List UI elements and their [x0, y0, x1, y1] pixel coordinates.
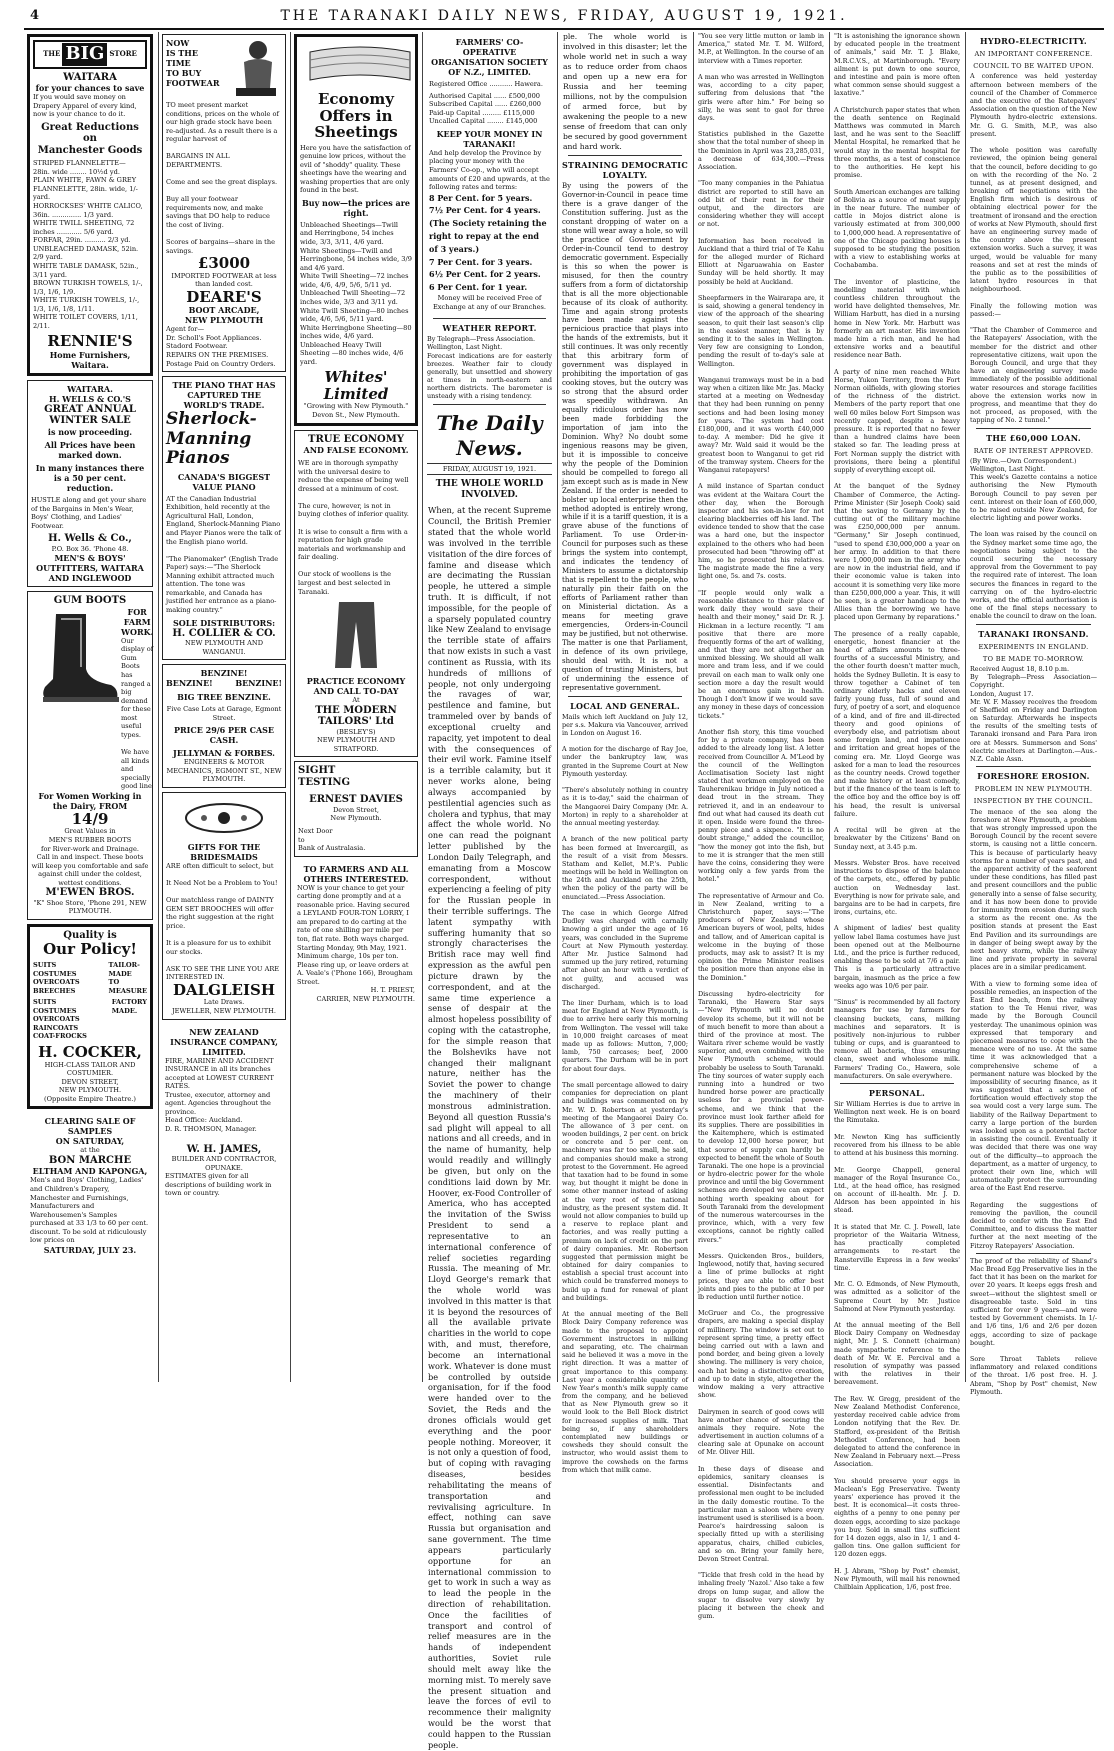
gum-stock: Great Values in MEN'S RUBBER BOOTS for River-work and Drainage. Call in and inspect. These boots will keep you comfortable and safe against chill under the coldest, wettest conditions. [31, 827, 149, 887]
leyland-h: TO FARMERS AND ALL OTHERS INTERESTED. [303, 863, 409, 884]
column-8 [965, 32, 1101, 1396]
wells-proceeding: is now proceeding. [47, 426, 133, 437]
mewen-name: M'EWEN BROS. [45, 887, 135, 899]
whites-buy: Buy now—the prices are right. [301, 197, 411, 218]
piano-name-2: Manning [166, 428, 252, 449]
whites-t2: Offers in [319, 106, 393, 125]
wells-hustle: HUSTLE along and get your share of the Bargains in Men's Wear, Boys' Clothing, and Ladies' Footwear. [31, 495, 147, 530]
ad-gum-boots [27, 591, 153, 920]
local-text: Mails which left Auckland on July 12, per s.s. Makura via Vancouver, arrived in London on August 16. A motion for the discharge of Ray Joe, under the bankruptcy law, was granted in the Supreme Court at New Plymouth yesterday. "There's absolutely nothing in country as it is to-day," said the chairman of the Mangaorei Dairy Company (Mr. A. Morton) in reply to a shareholder at the annual meeting yesterday. A branch of the new political party has been formed at Invercargill, as the result of a visit from Messrs. Statham and Kellet, M.P.'s. Public meetings will be held in Wellington on the 24th and Auckland on the 25th, when the policy of the party will be enunciated.—Press Association. The case in which George Alfred Dudley was charged with carnally knowing a girl under the age of 16 years, was concluded in the Supreme Court at New Plymouth yesterday. After Mr. Justice Salmond had summed up the jury retired, returning after about an hour with a verdict of not guilty, and accused was discharged. The liner Durham, which is to load meat for England at New Plymouth, is due to arrive here early this morning from Wellington. The vessel will take in 10,000 freight carcases of meat made up as follows: Mutton, 7,000; lamb, 750 carcases; beef, 2000 quarters. The Durham will be in port for about four days. The small percentage allowed to dairy companies for depreciation on plant and buildings was commented on by Mr. W. D. Robertson at yesterday's meeting of the Mangaorei Dairy Co. The allowance of 3 per cent. on wooden buildings, 2 per cent. on brick or concrete and 5 per cent. on machinery was far too small, he said, and companies should make a strong protest to the Government. He agreed that taxation had to be found in some way, but thought it might be done in some other manner instead of asking at the very root of the national industry, as the present system did. It would not allow companies to build up a reserve to replace plant and factories, and was really putting a premium on lack of credit on the part of dairy companies. Mr. Robertson suggested that permission might be obtained for dairy companies to establish a special trust account into which could be transferred moneys to build up a fund for renewal of plant and buildings. At the annual meeting of the Bell Block Dairy Company reference was made to the proposal to appoint Government instructors in milking and separating, etc. The chairman said he believed it was a move in the right direction. It was a matter of great importance to this company. Last year a considerable quantity of New Year's month's milk supply came from the company, and he believed that as New Plymouth grew so it would look to the Bell Block district for increased supplies of milk. That being so, if any shareholders contemplated new buildings or cowsheds they should consult the instructor, who would assist them to improve the cowsheds on the farms from which that milk came. [562, 712, 688, 1474]
ad-big-store [27, 34, 153, 376]
big-store-goods: Manchester Goods [37, 144, 143, 156]
bon-clear: CLEARING SALE OF SAMPLES [44, 1116, 136, 1137]
trousers-illustration [329, 600, 384, 670]
gum-sub: FOR FARM WORK. [121, 606, 154, 637]
james-body: ESTIMATES given for all descriptions of building work in town or country. [165, 1172, 272, 1198]
cocker-addr: HIGH-CLASS TAILOR AND COSTUMIER. DEVON STREET, NEW PLYMOUTH. (Opposite Empire Theatre.) [44, 1060, 136, 1103]
ad-leyland [294, 861, 418, 1007]
farmers-h: FARMERS' CO-OPERATIVE ORGANISATION SOCIETY OF N.Z., LIMITED. [431, 37, 548, 77]
big-store-list: STRIPED FLANNELETTE— 28in. wide ........ 10½d yd. PLAIN WHITE, FAWN & GREY FLANNELETTE, 28in. wide, 1/- yard. HORROCKSES' WHITE CALICO, 36in. .............. 1/3 yard. WHITE TWILL SHEETING, 72 inches ............ 5/6 yard. FORFAR, 29in. .......... 2/3 yd. UNBLEACHED DAMASK, 52in. 2/9 yard. WHITE TABLE DAMASK, 52in., 3/11 yard. BROWN TURKISH TOWELS, 1/-, 1/3, 1/6, 1/9. WHITE TURKISH TOWELS, 1/-, 1/3, 1/6, 1/8, 1/11. WHITE TOILET COVERS, 1/11, 2/11. [33, 159, 143, 330]
piano-name-1: Sherlock- [166, 409, 257, 430]
column-1 [24, 32, 156, 1382]
ad-dalgleish [162, 792, 286, 1020]
modern-tailors-sub: (BESLEY'S) NEW PLYMOUTH AND STRATFORD. [317, 727, 395, 753]
cocker-right1: TAILOR- MADE TO MEASURE [108, 960, 147, 995]
straining-heading: STRAINING DEMOCRATIC LOYALTY. [561, 160, 689, 181]
deare-name: DEARE'S [186, 287, 262, 306]
piano-sole: SOLE DISTRIBUTORS: [172, 617, 276, 628]
big-store-intro: If you would save money on Drapery Apparel of every kind, now is your chance to do it. [33, 93, 137, 119]
divider [976, 428, 1091, 429]
ironsand-text: Received August 18, 8.10 p.m. By Telegraph—Press Association—Copyright. London, August 17. Mr. W. F. Massey receives the freedom of Sheffield on Friday and Darlington on Saturday. Afterwards he inspects the results of the smelting tests of Taranaki ironsand and Para Para iron ore at Messrs. Summerson and Sons' electric smelters at Darlington.—Aus.-N.Z. Cable Assn. [970, 664, 1097, 764]
wells-prices: All Prices have been marked down. [44, 439, 136, 460]
deare-town: NEW PLYMOUTH [184, 315, 264, 326]
ironsand-heading: TARANAKI IRONSAND. [978, 628, 1089, 639]
erosion-text: The menace of the sea along the foreshore at New Plymouth, a problem that was strongly impressed upon the Borough Council by the recent severe storm, is causing not a little concern. This is because of particularly heavy storms for a number of years past, and the apparent activity of the seaforent under these conditions, has filled past and present councillors and the public generally into a sense of false security, and it has now been done to provide for immunity from erosion during such a storm as the recent one. As the position stands at present the East End Pavilion and its surroundings are in danger of being swept away by the next heavy storm, while the railway line and private property in several places are in a similar predicament. With a view to forming some idea of possible remedies, an inspection of the East End beach, from the railway station to the Te Henui river, was made by the Borough Council yesterday. The unanimous opinion was expressed that temporary and piecemeal measures to cope with the menace were of no use. At the same time it was acknowledged that a comprehensive scheme of a permanent nature was blocked by the impossibility of securing finance, as it was suggested that a scheme of fortification would effectively stop the sea would cost a very large sum. The liability of the Railway Department to carry a large portion of the burden was looked upon as a potential factor in assisting the council. Eventually it was decided that there was one way out of the difficulty—to approach the department, as a matter of urgency, to protect their own line, which will automatically protect the surrounding area of the East End reserve. Regarding the suggestions of removing the pavilion, the council decided to confer with the East End Committee, and to discuss the matter further at the next meeting of the Fitzroy Ratepayers' Association. [970, 807, 1097, 1250]
cocker-left1: SUITS COSTUMES OVERCOATS BREECHES [33, 960, 80, 995]
bon-body: Men's and Boys' Clothing, Ladies' and Children's Drapery, Manchester and Furnishings, Manufacturers and Warehousemen's Samples purchased at 33 1/3 to 60 per cent. discount. To be sold at ridiculously low prices on [30, 1176, 149, 1245]
benzine-1: BENZINE! [200, 668, 248, 679]
james-trade: BUILDER AND CONTRACTOR, OPUNAKE. [171, 1155, 277, 1172]
leader-text: When, at the recent Supreme Council, the British Premier stated that the whole world was involved in the terrible visitation of the dire forces of famine and disease which are decimating the Russian people, he uttered a simple truth. It is difficult, if not impossible, for the people of a sparsely populated country like New Zealand to envisage the terrible state of affairs that now exists in such a vast continent as Russia, with its hundreds of millions of people, not only undergoing the ravages of war, pestilence and famine, but trammeled over by bands of exceptional cruelty and rapacity, yet impotent to deal with the consequences of their evil work. Famine itself is a terrible calamity, but it never works alone, being always accompanied by pestilential agencies such as cholera and typhus, that may affect the whole world. No one can read the poignant letter published by the London Daily Telegraph, and emanating from a Moscow correspondent, without experiencing a feeling of pity for the Russian people in their terrible sufferings. The latent sympathy with suffering humanity that so strongly characterises the British race may well find expression as the awful pen picture drawn by the correspondent, and at the same time experience a sense of despair at the almost hopeless possibility of coping with the catastrophe, for the simple reason that the Bolsheviks have not changed their malignant nature, neither has the Soviet the power to change the machinery of their monstrous administration. Beyond all question Russia's sad plight will appeal to all nations and all creeds, and in the name of humanity, help would readily and willingly be given, but only on the conditions laid down by Mr. Hoover, ex-Food Controller of America, who has accepted the invitation of the Swiss President to send a representative to an international conference of relief societies regarding Russia. The meaning of Mr. Lloyd George's remark that the whole world was involved in this matter is that it is beyond the resources of all the available private charities in the world to cope with, and must, therefore, become an international work. Whatever is done must be controlled by outside organisation, for if the food were handed over to the Soviet, the Reds and the drones officials would get everything and the poor people nothing. Moreover, it is not only a question of food, but of coping with ravaging diseases, besides rehabilitating the means of transportation and revivalising agriculture. In effect, nothing can save Russia but organisation and sane government. The time appears particularly opportune for an international commission to get to work in such a way as to lead the people in the direction of rehabilitation. Once the facilities of transport and control of relief measures are in the hands of independent authorities, Soviet rule should melt away like the morning mist. To merely save the present situation and leave the forces of evil to recommence their malignity would be the worst that could happen to the Russian people. [428, 505, 551, 1750]
straining-text: By using the powers of the Governor-in-Council in peace time there is a grave danger of the Constitution suffering. Just as the constant dropping of water on a stone will wear away a hole, so will the practice of Government by Order-in-Council tend to destroy democratic government. Especially is this so when the power is misused, for then the country suffers from a form of dictatorship that is all the more objectionable because of its cloak of authority. Time and again strong protests have been made against the pernicious practice that plays into the hands of the extremists, but it still continues. It was only recently that this arbitrary form of government was displayed in prohibiting the importation of gas cooking stoves, but the outcry was so strong that the absurd order was speedily withdrawn. An equally ridiculous order has now been made forbidding the importation of jam into the Dominion. Why? No doubt some ingenious reasons may be given, but it is impossible to conceive why the people of the Dominion should be compelled to forego all jam except such as is made in New Zealand. If the order is needed to bolster up local enterprise then the method adopted is entirely wrong, while if it is a tariff question, it is a grave abuse of the functions of Parliament. To use Order-in-Council for purposes such as these brings the system into contempt, and indicates the tendency of Ministers to assume a dictatorship that is repellent to the people, who naturally pin their faith on the efforts of Parliament rather than on Ministerial dictation. As a means for meeting grave emergencies, Orders-in-Council may be justified, but not otherwise. The matter is one that Parliament, in defence of its own privilege, should deal with. It is not a question of trusting Ministers, but of undermining the essence of representative government. [562, 182, 688, 692]
piano-body: AT the Canadian Industrial Exhibition, held recently at the Agricultural Hall, London, England, Sherlock-Manning Piano and Player Pianos were the talk of the English piano world. "The Pianomaker" (English Trade Paper) says:—"The Sherlock Manning exhibit attracted much attention. The tone was remarkable, and Canada has justified her entrance as a piano-making country." [166, 494, 281, 615]
gum-body: Our display of Gum Boots has ranged a big demand for these most useful types. We have all kinds and specially good line [121, 636, 154, 791]
whites-t3: Sheetings [314, 123, 398, 141]
davies-t1: SIGHT [298, 765, 336, 777]
collier-town: NEW PLYMOUTH AND WANGANUI. [185, 639, 263, 656]
deare-imported: IMPORTED FOOTWEAR at less than landed cost. [171, 271, 277, 289]
benzine-2: BENZINE! [166, 678, 213, 689]
rennies-foot: Home Furnishers, Waitara. [49, 349, 131, 370]
james-name: W. H. JAMES, [186, 1143, 262, 1155]
deare-l5: FOOTWEAR [166, 78, 220, 88]
big-store-store: STORE [109, 48, 137, 58]
ironsand-sub2: TO BE MADE TO-MORROW. [982, 654, 1085, 663]
dalgleish-addr: JEWELLER, NEW PLYMOUTH. [172, 1006, 276, 1015]
general-news: "It is astonishing the ignorance shown by educated people in the treatment of animals," said Mr. T. J. Blake, M.R.C.V.S., at Martinborough. "Every ailment is put down to one source, and intestine and pain is more often what common sense should suggest a laxative." A Christchurch paper states that when the death sentence on Reginald Matthews was commuted in March last, and he was sent to the Seacliff Mental Hospital, he remarked that he would stay in the mental hospital for three months, as a test of conscience to the authorities. He kept his promise. South American exchanges are talking of Bolivia as a source of meat supply in the near future. The number of cattle in Mojos district alone is variously estimated at from 300,000 to 1,000,000 head. A representative of one of the Chicago packing houses is supposed to be studying the position with a view to establishing works at Cochabamba. The inventor of plasticine, the modelling material with which countless children throughout the world have delighted themselves, Mr. William Harbutt, has died in a nursing home in New York. Mr. Harbutt was formerly an art master. His invention made him a rich man, and he had extensive works and a beautiful residence near Bath. A party of nine men reached White Horse, Yukon Territory, from the Fort Norman oilfields, with glowing stories of the richness of the district. Members of the party report that one well 60 miles below Fort Simpson was recently capped, despite a heavy pressure. It is reported that no fewer than a hundred claims have been staked so far. The leading press at Fort Norman supply the district with provisions, there being a plentiful supply of everything except oil. At the banquet of the Sydney Chamber of Commerce, the Acting-Prime Minister (Sir Joseph Cook) said that the saving to Germany by the cutting out of the military machine was £250,000,000 per annum. "Germany," Sir Joseph continued, "used to spend £30,000,000 a year on her army. In addition to that there were 1,000,000 men in the army who are now in the industrial field, and if their economic value is taken into account it is something very like more than £250,000,000 a year. This, it will be seen, is a greater handicap to the Allies than the borrowing we have placed upon Germany by reparations." The presence of a really capable, energetic, honest financier at the head of affairs amounts to three-fourths of a successful Ministry, and the other fourth doesn't matter much, holds the Sydney Bulletin. It is easy to throw together a Cabinet of ten ordinary elderly hacks and eleven fairly young fuss, full of sound and fury, of poetry of a sort, and eloquence of a kind, and of fire and ill-directed theory and good opinions of everybody else, and patriotism about some foreign land, and impatience and irritation and great hopes of the coming era. Mr. Lloyd George was asked for a man to lead the resources as the country needs. Crowd together and make history or at least comedy, but if the finance of the team is left to the office boy and the office boy is off his head, the result is universal failure. A recital will be given at the breakwater by the Citizens' Band on Sunday next, at 3.45 p.m. Messrs. Webster Bros. have received instructions to dispose of the balance of the carpets, etc., offered by public auction on Wednesday last. Everything is now for private sale, and bargains are to be had in carpets, fire irons, curtains, etc. A shipment of ladies' best quality yellow label llama costumes have just been opened out at the Melbourne Ltd., and the price is further reduced, enabling these to be sold at 7/6 a pair. This is a particularly attractive bargain, inasmuch as the price a few weeks ago was 10/6 per pair. "Sinus" is recommended by all factory managers for use by farmers for cleansing buckets, cans, milking machines and separators. It is positively non-injurious to rubber tubing or cups, and is guaranteed to remove all bacteria, thus ensuring clean, sweet and wholesome milk. Farmers' Trading Co., Hawera, sole manufacturers. On sale everywhere. [834, 32, 960, 1080]
erosion-heading: FORESHORE EROSION. [977, 771, 1090, 782]
ad-benzine [162, 664, 286, 788]
deare-shop: BOOT ARCADE, [188, 305, 260, 316]
hydro-sub2: COUNCIL TO BE WAITED UPON. [973, 62, 1094, 71]
ad-ernest-davies [294, 761, 418, 856]
wells-instances: In many instances there is a 50 per cent. reduction. [35, 462, 145, 493]
farmers-capital: Authorised Capital ...... £500,000 Subscribed Capital ...... £260,000 Paid-up Capital ......... £115,000 Uncalled Capital ........ £145,000 [429, 91, 541, 126]
column-7 [829, 32, 964, 1592]
ad-true-economy [294, 430, 418, 758]
wells-firm: H. WELLS & CO.'S [49, 393, 131, 404]
brooch-illustration [179, 798, 269, 838]
hydro-text: A conference was held yesterday afternoon between members of the council of the Chamber of Commerce and the executive of the Ratepayers' Association on the question of the New Plymouth hydro-electric extensions. Mr. G. G. Smith, M.P., was also present. The whole position was carefully reviewed, the opinion being general that the council, before deciding to go on with the recording of the No. 2 tunnel, as at present designed, and breaking off negotiations with the English firm which is desirous of obtaining electrical power for the treatment of ironsand and the erection of works at New Plymouth, should first have an engineering survey made of the country above the present extension works. Such a survey, it was urged, would be valuable for many reasons and set at rest the minds of the public as to the possibilities of latent hydro resources in that neighbourhood. Finally the following motion was passed:— "That the Chamber of Commerce and the Ratepayers' Association, with the member for the district and other representative citizens, wait upon the Borough Council, and urge that they have an engineering survey made immediately of the possible additional water resources and storage facilities above the extension works now in progress, and meantime that they do not proceed, as proposed, with the tapping of No. 2 tunnel." [970, 72, 1098, 425]
sheeting-illustration [300, 42, 420, 87]
erosion-sub: PROBLEM IN NEW PLYMOUTH. [974, 785, 1093, 794]
wells-sale1: GREAT ANNUAL [44, 403, 136, 415]
economy-practice: PRACTICE ECONOMY AND CALL TO-DAY [306, 676, 406, 697]
deare-l2: IS THE [166, 48, 198, 58]
farmers-body: And help develop the Province by placing your money with the Farmers' Co-op., who will accept amounts of £20 and upwards, at the following rates and terms: [429, 148, 550, 192]
wells-sale2: WINTER SALE [49, 415, 131, 427]
bon-date: SATURDAY, JULY 23. [43, 1244, 137, 1255]
whites-addr: Devon St., New Plymouth. [312, 411, 400, 419]
deare-agent: Agent for— Dr. Scholl's Foot Appliances. Stadord Footwear. REPAIRS ON THE PREMISES. Postage Paid on Country Orders. [166, 325, 276, 368]
farmers-rates: 8 Per Cent. for 5 years. 7½ Per Cent. for 4 years. (The Society retaining the right to repay at the end of 3 years.) 7 Per Cent. for 3 years. 6½ Per Cent. for 2 years. 6 Per Cent. for 1 year. [429, 192, 547, 293]
column-2 [158, 32, 289, 1382]
loan-sub: RATE OF INTEREST APPROVED. [973, 446, 1094, 455]
cocker-q1: Quality is [63, 929, 117, 941]
deare-l4: TO BUY [166, 68, 202, 78]
bon-on: ON SATURDAY, [55, 1136, 125, 1147]
big-store-tagline: for your chances to save [35, 83, 145, 93]
gum-boot-illustration [31, 609, 121, 704]
bon-name: BON MARCHE [48, 1154, 132, 1166]
divider [976, 1253, 1091, 1254]
gum-price: 14/9 [71, 809, 109, 828]
whites-list: Unbleached Sheetings—Twill and Herringbone, 54 inches wide, 3/3, 3/11, 4/6 yard. White Sheetings—Twill and Herringbone, 54 inches wide, 3/9 and 4/6 yard. White Twill Sheeting—72 inches wide, 4/6, 4/9, 5/6, 5/11 yd. Unbleached Twill Sheeting—72 inches wide, 3/3 and 3/11 yd. White Twill Sheeting—80 inches wide, 4/6, 5/6, 5/11 yard. White Herringbone Sheeting—80 inches wide, 4/6 yard. Unbleached Heavy Twill Sheeting —80 inches wide, 4/6 yard. [300, 220, 412, 366]
economy-body: WE are in thorough sympathy with the universal desire to reduce the expense of being well dressed at a minimum of cost. The cure, however, is not in buying clothes of inferior quality. It is wise to consult a firm with a reputation for high grade materials and workmanship and fair dealing. Our stock of woollens is the largest and best selected in Taranaki. [298, 459, 409, 596]
leader-continued: ple. The whole world is involved in this disaster; let the whole world net in such a way as to reduce order from chaos and open up a new era for Russia and her teeming millions, not by the compulsion of armed force, but by awakening the people to a new sense of freedom that can only be secured by good government and hard work. [563, 32, 687, 152]
local-heading: LOCAL AND GENERAL. [570, 700, 680, 711]
rennies-name: RENNIE'S [47, 332, 133, 351]
column-4 [422, 32, 556, 1750]
whites-body: Here you have the satisfaction of genuine low prices, without the evil of "shoddy" quality. These sheetings have the wearing and washing properties that are only found in the best. [300, 143, 411, 195]
personal-text: Sir William Herries is due to arrive in Wellington next week. He is on board the Rimutaka. Mr. Newton King has sufficiently recovered from his illness to be able to attend at his business this morning. Mr. George Chappell, general manager of the Royal Insurance Co., Ltd., at the head office, has resigned on account of ill-health. Mr. J. D. Aldrson has been appointed in his stead. It is stated that Mr. C. J. Powell, late proprietor of the Waitaria Witness, has practically completed arrangements to re-start the Ransterville Express in a few weeks' time. Mr. C. O. Edmonds, of New Plymouth, was admitted as a solicitor of the Supreme Court by Mr. Justice Salmond at New Plymouth yesterday. At the annual meeting of the Bell Block Dairy Company on Wednesday night, Mr. J. S. Connett (chairman) made sympathetic reference to the death of Mr. W. E. Percival and a resolution of sympathy was passed with the relatives in their bereavement. The Rev. W. Gregg, president of the New Zealand Methodist Conference, yesterday received cable advice from London notifying that the Rev. Dr. Stafford, ex-president of the British Methodist Conference, had been delegated to attend the conference in New Zealand in February next.—Press Association. You should preserve your eggs in Maclean's Egg Preservative. Twenty years' experience has proved it the best. It is economical—it costs three-eighths of a penny to one penny per dozen eggs, according to size package you buy. Sold in small tins sufficient for 14 dozen eggs, also in 1/, 1 and 4-gallon tins. One gallon sufficient for 120 dozen eggs. H. J. Abram, "Shop by Post" chemist, New Plymouth, will mail his renowned Chilblain Application, 1/6, post free. [834, 1100, 960, 1592]
benzine-cases: Five Case Lots at Garage, Egmont Street. [166, 705, 282, 722]
leyland-sign: H. T. PRIEST, CARRIER, NEW PLYMOUTH. [316, 986, 415, 1003]
column-5 [557, 32, 692, 1474]
gum-title: GUM BOOTS [53, 595, 127, 607]
deare-body: TO meet present market conditions, prices on the whole of our high grade stock have been re-adjusted. As a result there is a regular harvest of BARGAINS IN ALL DEPARTMENTS. Come and see the great displays. Buy all your footwear requirements now, and make savings that DO help to reduce the cost of living. Scores of bargains—share in the savings. [166, 101, 279, 255]
ad-james [162, 1141, 286, 1201]
piano-name-3: Pianos [166, 448, 230, 469]
dalgleish-late: Late Draws. [203, 998, 245, 1007]
hydro-heading: HYDRO-ELECTRICITY. [980, 36, 1087, 46]
leyland-body: NOW is your chance to get your carting done promptly and at a reasonable price. Having secured a LEYLAND FOUR-TON LORRY, I am prepared to do carting at the rate of one shilling per mile per ton, flat rate. Both ways charged. Starting Monday, 9th May, 1921. Minimum charge, 10s per ton. Please ring up, or leave orders at A. Veale's ('Phone 166), Brougham Street. [297, 883, 413, 986]
wells-town: WAITARA. [67, 383, 113, 394]
ad-nz-insurance [162, 1024, 286, 1137]
jellyman-trade: ENGINEERS & MOTOR MECHANICS, EGMONT ST., NEW PLYMOUTH. [166, 758, 282, 784]
deare-l3: TIME [166, 58, 191, 68]
davies-t2: TESTING [298, 776, 351, 788]
erosion-foot: The proof of the reliability of Shand's Mac Bread Egg Preservative lies in the fact that it has been on the market for over 20 years. It keeps eggs fresh and sweet—without the slightest smell or disagreeable taste. Sold in tins sufficient for over 9 years—and were tested by Government chemists. In 1/- and 1/6 tins, 1/6 and 2/6 per dozen eggs, according to size of package bought. Sore Throat Tablets relieve inflammatory and relaxed conditions of the throat. 1/6 post free. H. J. Abram, "Shop by Post" chemist, New Plymouth. [970, 1256, 1097, 1396]
dalgleish-name: DALGLEISH [172, 980, 275, 999]
bon-towns: ELTHAM AND KAPONGA, [32, 1166, 148, 1177]
shoemaker-illustration [230, 38, 282, 98]
editorial-masthead: The Daily News. [436, 410, 543, 460]
editorial-dateline: FRIDAY, AUGUST 19, 1921. [427, 463, 552, 475]
big-store-the: THE [43, 48, 61, 58]
economy-t2: AND FALSE ECONOMY. [303, 445, 409, 456]
deare-l1: NOW [166, 38, 190, 48]
divider [568, 696, 682, 697]
column-3 [290, 32, 421, 1382]
dalgleish-body: ARE often difficult to select, but It Need Not be a Problem to You! Our matchless range of DAINTY GEM SET BROOCHES will offer the right suggestion at the right price. It is a pleasure for us to exhibit our stocks. ASK TO SEE THE LINE YOU ARE INTERESTED IN. [166, 862, 280, 982]
ad-bon-marche [27, 1113, 153, 1258]
modern-tailors-name: THE MODERN TAILORS' Ltd [315, 704, 397, 728]
wells-box: P.O. Box 36. 'Phone 48. [51, 544, 129, 553]
ad-deare [162, 34, 286, 372]
ironsand-sub: EXPERIMENTS IN ENGLAND. [978, 642, 1089, 651]
wells-name: H. Wells & Co., [48, 533, 132, 545]
benzine-3: BENZINE! [235, 678, 282, 689]
loan-heading: THE £60,000 LOAN. [986, 432, 1081, 443]
nzins-body: FIRE, MARINE AND ACCIDENT INSURANCE in all its branches accepted at LOWEST CURRENT RATES. Trustee, executor, attorney and agent. Agencies throughout the province. Head Office: Auckland. D. R. THOMSON, Manager. [165, 1056, 274, 1134]
ad-farmers-coop [426, 34, 553, 314]
farmers-keep: KEEP YOUR MONEY IN TARANAKI! [436, 128, 543, 149]
divider [840, 1083, 954, 1084]
big-store-town: WAITARA [63, 71, 117, 83]
wells-outfit: MEN'S & BOYS' OUTFITTERS, WAITARA AND INGLEWOOD [36, 553, 144, 584]
davies-next: Next Door to Bank of Australasia. [298, 826, 366, 853]
farmers-foot: Money will be received Free of Exchange at any of our Branches. [432, 294, 546, 311]
cocker-right2: FACTORY MADE. [111, 998, 147, 1015]
benzine-brand: BIG TREE BENZINE. [177, 692, 271, 703]
personal-heading: PERSONAL. [868, 1088, 926, 1098]
cocker-left2: SUITS COSTUMES OVERCOATS RAINCOATS COAT-FROCKS [33, 998, 87, 1041]
nzins-h: NEW ZEALAND INSURANCE COMPANY, LIMITED. [170, 1026, 278, 1057]
piano-sub: CANADA'S BIGGEST VALUE PIANO [177, 471, 271, 492]
ad-wells [27, 380, 153, 587]
dalgleish-h: GIFTS FOR THE BRIDESMAIDS [187, 842, 261, 863]
newspaper-title: THE TARANAKI DAILY NEWS, FRIDAY, AUGUST 19, 1921. [280, 8, 848, 24]
divider [433, 318, 546, 319]
davies-town: New Plymouth. [330, 814, 382, 823]
ad-whites [294, 34, 418, 426]
deare-amount: £3000 [197, 254, 251, 273]
whites-name: Whites' Limited [323, 368, 389, 403]
erosion-sub2: INSPECTION BY THE COUNCIL. [973, 797, 1094, 806]
farmers-office: Registered Office ........... Hawera. [429, 80, 543, 88]
whites-t1: Economy [317, 90, 395, 108]
jellyman-name: JELLYMAN & FORBES. [173, 748, 275, 759]
benzine-price: PRICE 29/6 PER CASE CASH. [173, 725, 275, 746]
weather-text: By Telegraph—Press Association. Wellington, Last Night. Forecast indications are for easterly breezes. Weather fair to cloudy generally, but unsettled and showery at times in north-eastern and northern districts. The barometer is unsteady with a rising tendency. [427, 335, 552, 401]
whites-motto: "Growing with New Plymouth." [303, 402, 409, 411]
loan-text: (By Wire.—Own Correspondent.) Wellington, Last Night. This week's Gazette contains a notice authorising the New Plymouth Borough Council to pay seven per cent. interest on their loan of £60,000, to be raised outside New Zealand, for electric lighting and power works. The loan was raised by the council on the Sydney market some time ago, the negotiations being subject to the council securing the necessary approval from the Government to pay the required rate of interest. The loan secures the finances in regard to the carrying on of the hydro-electric works, and the official authorisation is one of the final steps necessary to enable the council to draw on the loan. [970, 456, 1097, 621]
weather-heading: WEATHER REPORT. [442, 323, 537, 334]
local-continued: "You see very little mutton or lamb in America," stated Mr. T. M. Wilford, M.P., at Wellington. In the course of an interview with a Times reporter. A man who was arrested in Wellington was, according to a city paper, suffering from delusions that "the girls were after him." For being so silly, he was sent to gaol for three days. Statistics published in the Gazette show that the total number of sheep in the Dominion in April was 23,285,031, a decrease of 634,300.—Press Association. "Too many companies in the Pahiatua district are reported to still have an odd bit of their rent in for their output, and the directors are considering whether they will accept or not. Information has been received in Auckland that a third trial of Te Kahu for the alleged murder of Richard Elliott at Ngaruawahia on Easter Sunday will be held shortly. It may possibly be held at Auckland. Sheepfarmers in the Wairarapa are, it is said, showing a general tendency in view of the approach of the shearing season, to quit their last season's clip in the easiest manner, that is by sending it to the sales in Wellington. Very few are consigning to London, pending the result of to-day's sale at Wellington. Wanganui tramways must be in a bad way when a citizen like Mr. Jas. Macky started at a meeting on Wednesday that they had been running on penny sections and had been losing money for years. The system had cost £180,000, and it was worth £40,000 to-day. A member: Did he give it away? Mr. Wald said it would be the greatest boon to Wanganui to get rid of the tramway system. Cheers for the Wanganui ratepayers! A mild instance of Spartan conduct was evident at the Waitara Court the other day, when the Borough inspector and his son-in-law for not clearing blackberries off his land. The evidence tended to show that the case was a hard one, but the inspector explained to the others who had been prosecuted had been "throwing off" at him, so he prosecuted his relatives. The magistrate made the fine a very light one, 5s. and 7s. costs. "If people would only walk a reasonable distance to their place of work daily they would save their health and their money," said Dr. R. J. Hickman in a lecture recently. "I am positive that there are more frequently forms of the art of walking, and that they are not altogether an unmixed blessing. We should all walk more and tram less, and if we could prevail on each man to walk only one section more a day the result would be an enormous gain in health. Though I don't know if we would save any money in these days of concession tickets." Another fish story, this time vouched for by a private company, has been added to the already long list. A letter received from Councillor A. M'Leod by the council of the Wellington Acclimatisation Society last night stated that workmen employed on the Tauherenikau bridge in July noticed a dead trout in the stream. They retrieved it, and in an endeavour to find out what had caused its death cut it open. Inside were found the three-penny piece and a sixpence. "It is no doubt strange," added the councillor, "how the money got into the fish, but to me it is stranger that the men still have the coins, considering they were working only a few yards from the hotel." The representative of Armour and Co. in New Zealand, writing to a Christchurch paper, says:—"The producers of New Zealand whose American buyers of wool, pelts, hides and tallow, and of American capital is welcome in the buying of those products, may ask to assist? It is my opinion the Prime Minister realises the position more than anyone else in the Dominion." Discussing hydro-electricity for Taranaki, the Hawera Star says—"New Plymouth will no doubt develop its scheme, but it will not be of much benefit to more than about a third of the province at most. The Waitara river scheme would be vastly superior, and, even combined with the New Plymouth scheme, would probably be useless to South Taranaki. The tiny sources of water supply each running into a hundred or two hundred horse power are practically useless for a provincial power-scheme, and we think that the province must look farther afield for its supplies. There are possibilities in the Kaitemphere, which is estimated to develop 12,000 horse power, but that source of supply can hardly be expected to benefit the whole of South Taranaki. The one hope is a provincial or hydro-electric power for the whole province and until the big Government schemes are developed we can expect nothing worth speaking about for South Taranaki from the development of the numerous watercourses in the province, which, with a very few exceptions, cannot be rightly called rivers." Messrs. Quickenden Bros., builders, Inglewood, notify that, having secured a line of prime bullocks at right prices, they are able to offer best joints and pies to the public at 10 per lb reduction until further notice. McGruer and Co., the progressive drapers, are making a special display of millinery. The window is set out to represent spring time, a pretty effect being carried out with a lawn and pond border, and being given a lovely showing. The millinery is very choice, each hat being a distinctive creation, and up to date in style, altogether the window making a very attractive show. Dairymen in search of good cows will have another chance of securing the animals they require. Note the advertisement in auction columns of a clearing sale at Opunake on account of Mr. Oliver Hill. In these days of disease and epidemics, sanitary cleanses is essential. Disinfectants and professional men ought to be included in the daily domestic routine. To the particular man a saloon where every instrument used is sterilised is a boon. Pearce's hairdressing saloon is specially fitted up with a sterilising apparatus, chairs, chilled cubicles, and so on. Bring your family here, Devon Street Central. "Tickle that fresh cold in the head by inhaling freely 'Nazol.' Also take a few drops on lump sugar, and allow the sugar to dissolve very slowly by placing it between the cheek and gum. [698, 32, 824, 1621]
cocker-q2: Our Policy! [43, 940, 137, 959]
gum-women: For Women Working in the Dairy, FROM [38, 790, 142, 811]
ad-sherlock-manning [162, 376, 286, 660]
piano-top: THE PIANO THAT HAS CAPTURED THE WORLD'S TRADE. [172, 380, 276, 411]
column-6 [693, 32, 828, 1621]
big-store-big: BIG [62, 43, 107, 66]
leader-title: THE WHOLE WORLD INVOLVED. [435, 478, 544, 501]
economy-at: At [352, 696, 360, 705]
divider [433, 404, 546, 405]
davies-name: ERNEST DAVIES [309, 794, 403, 806]
divider [976, 624, 1091, 625]
divider [976, 766, 1091, 767]
mewen-addr: "K" Shoe Store, 'Phone 291, NEW PLYMOUTH. [33, 898, 147, 916]
economy-t1: TRUE ECONOMY [308, 433, 404, 445]
davies-street: Devon Street, [332, 805, 380, 814]
divider [568, 155, 682, 156]
hydro-sub: AN IMPORTANT CONFERENCE. [974, 50, 1093, 58]
big-store-reductions: Great Reductions on [41, 121, 139, 145]
bon-at: at the [80, 1146, 100, 1155]
ad-cocker [27, 924, 153, 1109]
page-header [24, 6, 1104, 30]
collier-name: H. COLLIER & CO. [172, 627, 276, 639]
page-number: 4 [30, 8, 40, 23]
cocker-name: H. COCKER, [38, 1043, 142, 1061]
